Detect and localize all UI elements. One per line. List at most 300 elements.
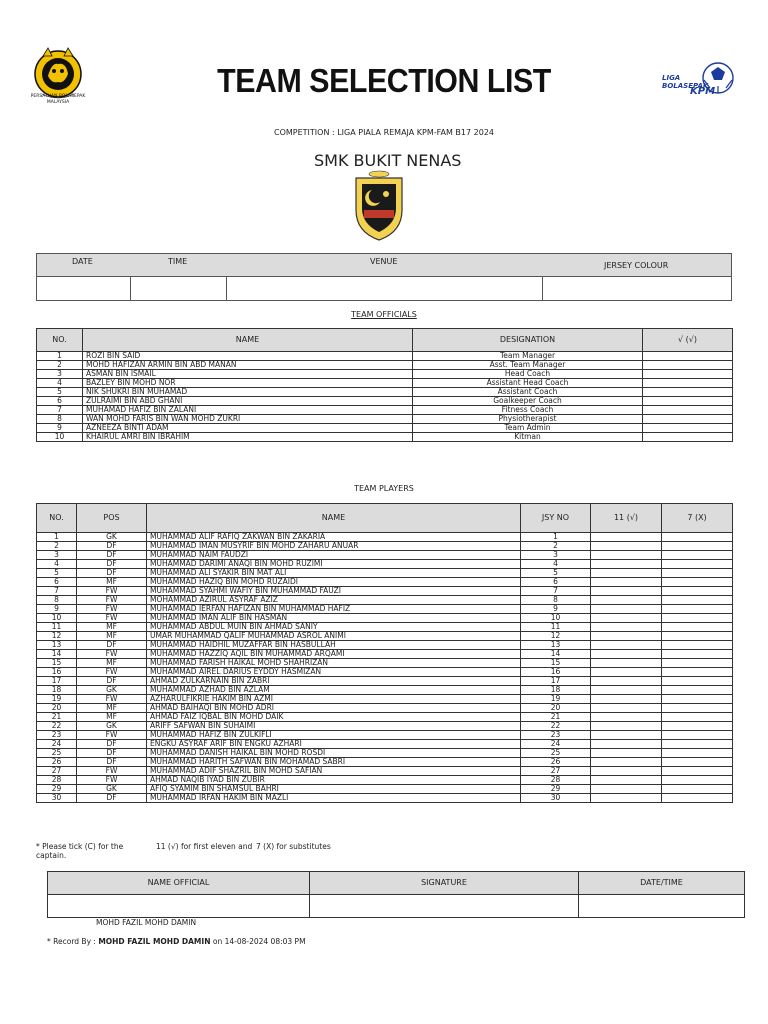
player-first-eleven-cell[interactable]: [591, 614, 662, 623]
player-pos: FW: [77, 776, 147, 785]
player-no: 4: [37, 560, 77, 569]
player-jersey-no: 2: [521, 542, 591, 551]
player-jersey-no: 10: [521, 614, 591, 623]
player-first-eleven-cell[interactable]: [591, 776, 662, 785]
player-name: AHMAD NAQIB IYAD BIN ZUBIR: [147, 776, 521, 785]
player-no: 11: [37, 623, 77, 632]
official-name: MOHD FAZIL MOHD DAMIN: [96, 918, 197, 927]
players-header-row: [37, 504, 733, 533]
players-section-title: TEAM PLAYERS: [354, 484, 414, 493]
player-jersey-no: 1: [521, 533, 591, 542]
official-designation: Goalkeeper Coach: [413, 397, 643, 406]
player-no: 1: [37, 533, 77, 542]
player-row: [37, 650, 733, 659]
player-first-eleven-cell[interactable]: [591, 695, 662, 704]
player-jersey-no: 8: [521, 596, 591, 605]
player-substitute-cell[interactable]: [662, 767, 733, 776]
player-substitute-cell[interactable]: [662, 614, 733, 623]
officials-table: [36, 328, 733, 442]
player-first-eleven-cell[interactable]: [591, 542, 662, 551]
player-pos: GK: [77, 533, 147, 542]
players-col-first-eleven: 11 (√): [591, 504, 662, 533]
player-row: [37, 731, 733, 740]
player-no: 2: [37, 542, 77, 551]
players-table: [36, 503, 733, 803]
player-jersey-no: 18: [521, 686, 591, 695]
player-jersey-no: 15: [521, 659, 591, 668]
player-jersey-no: 6: [521, 578, 591, 587]
official-no: 7: [37, 406, 83, 415]
fam-logo-caption: PERSATUAN BOLASEPAK MALAYSIA: [30, 94, 86, 105]
player-substitute-cell[interactable]: [662, 641, 733, 650]
player-name: MUHAMMAD ALI SYAKIR BIN MAT ALI: [147, 569, 521, 578]
player-row: [37, 578, 733, 587]
player-row: [37, 551, 733, 560]
player-row: [37, 533, 733, 542]
player-no: 26: [37, 758, 77, 767]
player-no: 28: [37, 776, 77, 785]
player-pos: DF: [77, 569, 147, 578]
player-first-eleven-cell[interactable]: [591, 704, 662, 713]
officials-col-designation: DESIGNATION: [413, 329, 643, 352]
player-pos: FW: [77, 650, 147, 659]
player-pos: DF: [77, 560, 147, 569]
official-name: NIK SHUKRI BIN MUHAMAD: [83, 388, 413, 397]
player-name: UMAR MUHAMMAD QALIF MUHAMMAD ASROL ANIMI: [147, 632, 521, 641]
player-substitute-cell[interactable]: [662, 722, 733, 731]
official-name: ASMAN BIN ISMAIL: [83, 370, 413, 379]
player-name: AHMAD ZULKARNAIN BIN ZABRI: [147, 677, 521, 686]
player-name: MUHAMMAD IMAN ALIF BIN HASMAN: [147, 614, 521, 623]
player-no: 5: [37, 569, 77, 578]
player-no: 13: [37, 641, 77, 650]
player-substitute-cell[interactable]: [662, 596, 733, 605]
official-name: ZULRAIMI BIN ABD GHANI: [83, 397, 413, 406]
footnote-captain: * Please tick (C) for the captain.: [36, 842, 124, 860]
player-no: 19: [37, 695, 77, 704]
player-name: MUHAMMAD HAFIZ BIN ZULKIFLI: [147, 731, 521, 740]
official-tick-cell[interactable]: [643, 370, 733, 379]
match-info-values: [36, 277, 732, 301]
player-substitute-cell[interactable]: [662, 542, 733, 551]
player-first-eleven-cell[interactable]: [591, 578, 662, 587]
player-row: [37, 767, 733, 776]
player-first-eleven-cell[interactable]: [591, 686, 662, 695]
official-tick-cell[interactable]: [643, 397, 733, 406]
player-pos: MF: [77, 623, 147, 632]
official-name: KHAIRUL AMRI BIN IBRAHIM: [83, 433, 413, 442]
player-substitute-cell[interactable]: [662, 551, 733, 560]
player-first-eleven-cell[interactable]: [591, 587, 662, 596]
record-name: MOHD FAZIL MOHD DAMIN: [98, 937, 211, 946]
player-jersey-no: 27: [521, 767, 591, 776]
player-jersey-no: 16: [521, 668, 591, 677]
official-designation: Asst. Team Manager: [413, 361, 643, 370]
player-pos: DF: [77, 740, 147, 749]
player-first-eleven-cell[interactable]: [591, 605, 662, 614]
player-no: 7: [37, 587, 77, 596]
player-substitute-cell[interactable]: [662, 785, 733, 794]
player-no: 18: [37, 686, 77, 695]
player-substitute-cell[interactable]: [662, 578, 733, 587]
player-no: 8: [37, 596, 77, 605]
school-crest: [350, 170, 408, 242]
official-tick-cell[interactable]: [643, 415, 733, 424]
player-name: MUHAMMAD IRFAN HAKIM BIN MAZLI: [147, 794, 521, 803]
player-substitute-cell[interactable]: [662, 533, 733, 542]
signoff-table: [47, 871, 745, 918]
player-first-eleven-cell[interactable]: [591, 551, 662, 560]
player-row: [37, 605, 733, 614]
kpm-logo-bottom: KPM: [690, 86, 716, 97]
player-substitute-cell[interactable]: [662, 695, 733, 704]
officials-row: [37, 397, 733, 406]
official-tick-cell[interactable]: [643, 433, 733, 442]
official-tick-cell[interactable]: [643, 406, 733, 415]
player-pos: FW: [77, 587, 147, 596]
player-pos: FW: [77, 596, 147, 605]
player-pos: MF: [77, 713, 147, 722]
player-row: [37, 749, 733, 758]
player-jersey-no: 5: [521, 569, 591, 578]
officials-row: [37, 379, 733, 388]
player-pos: GK: [77, 785, 147, 794]
official-no: 10: [37, 433, 83, 442]
player-first-eleven-cell[interactable]: [591, 569, 662, 578]
player-row: [37, 695, 733, 704]
player-row: [37, 569, 733, 578]
player-jersey-no: 14: [521, 650, 591, 659]
player-jersey-no: 9: [521, 605, 591, 614]
player-row: [37, 668, 733, 677]
officials-row: [37, 370, 733, 379]
official-tick-cell[interactable]: [643, 424, 733, 433]
footnote-substitutes: 7 (X) for substitutes: [256, 842, 331, 851]
player-jersey-no: 20: [521, 704, 591, 713]
official-designation: Team Manager: [413, 352, 643, 361]
player-substitute-cell[interactable]: [662, 569, 733, 578]
players-col-substitute: 7 (X): [662, 504, 733, 533]
player-first-eleven-cell[interactable]: [591, 560, 662, 569]
player-name: MUHAMMAD SYAHMI WAFIY BIN MUHAMMAD FAUZI: [147, 587, 521, 596]
record-prefix: * Record By :: [47, 937, 99, 946]
officials-row: [37, 388, 733, 397]
player-first-eleven-cell[interactable]: [591, 650, 662, 659]
team-name: SMK BUKIT NENAS: [314, 151, 462, 170]
player-no: 21: [37, 713, 77, 722]
player-pos: GK: [77, 722, 147, 731]
player-no: 17: [37, 677, 77, 686]
player-jersey-no: 12: [521, 632, 591, 641]
officials-row: [37, 433, 733, 442]
player-no: 15: [37, 659, 77, 668]
kpm-logo-top: LIGA BOLASEPAK: [662, 74, 709, 90]
player-no: 24: [37, 740, 77, 749]
player-pos: DF: [77, 551, 147, 560]
player-first-eleven-cell[interactable]: [591, 740, 662, 749]
player-first-eleven-cell[interactable]: [591, 713, 662, 722]
players-col-name: NAME: [147, 504, 521, 533]
official-no: 8: [37, 415, 83, 424]
official-no: 1: [37, 352, 83, 361]
players-col-jersey: JSY NO: [521, 504, 591, 533]
player-jersey-no: 7: [521, 587, 591, 596]
officials-row: [37, 361, 733, 370]
player-name: MUHAMMAD HARITH SAFWAN BIN MOHAMAD SABRI: [147, 758, 521, 767]
player-substitute-cell[interactable]: [662, 749, 733, 758]
player-substitute-cell[interactable]: [662, 650, 733, 659]
footnote-first-eleven: 11 (√) for first eleven and: [156, 842, 253, 851]
player-pos: FW: [77, 695, 147, 704]
player-jersey-no: 28: [521, 776, 591, 785]
player-substitute-cell[interactable]: [662, 740, 733, 749]
player-row: [37, 632, 733, 641]
official-name: WAN MOHD FARIS BIN WAN MOHD ZUKRI: [83, 415, 413, 424]
player-name: AFIQ SYAMIM BIN SHAMSUL BAHRI: [147, 785, 521, 794]
player-jersey-no: 17: [521, 677, 591, 686]
official-name: MUHAMAD HAFIZ BIN ZALANI: [83, 406, 413, 415]
players-col-pos: POS: [77, 504, 147, 533]
player-first-eleven-cell[interactable]: [591, 794, 662, 803]
player-pos: DF: [77, 749, 147, 758]
player-substitute-cell[interactable]: [662, 686, 733, 695]
player-first-eleven-cell[interactable]: [591, 677, 662, 686]
player-jersey-no: 22: [521, 722, 591, 731]
player-row: [37, 722, 733, 731]
officials-row: [37, 406, 733, 415]
player-substitute-cell[interactable]: [662, 776, 733, 785]
officials-col-no: NO.: [37, 329, 83, 352]
player-no: 3: [37, 551, 77, 560]
official-no: 3: [37, 370, 83, 379]
players-col-no: NO.: [37, 504, 77, 533]
player-substitute-cell[interactable]: [662, 704, 733, 713]
venue-field[interactable]: [226, 277, 543, 300]
player-jersey-no: 4: [521, 560, 591, 569]
player-pos: MF: [77, 659, 147, 668]
player-name: MUHAMMAD AIREL DARIUS EYDDY HASMIZAN: [147, 668, 521, 677]
player-jersey-no: 30: [521, 794, 591, 803]
player-row: [37, 542, 733, 551]
player-row: [37, 785, 733, 794]
time-label: TIME: [168, 257, 188, 266]
player-jersey-no: 13: [521, 641, 591, 650]
player-substitute-cell[interactable]: [662, 731, 733, 740]
player-row: [37, 560, 733, 569]
player-row: [37, 776, 733, 785]
official-designation: Team Admin: [413, 424, 643, 433]
official-no: 9: [37, 424, 83, 433]
player-pos: GK: [77, 686, 147, 695]
player-first-eleven-cell[interactable]: [591, 659, 662, 668]
official-tick-cell[interactable]: [643, 352, 733, 361]
officials-row: [37, 352, 733, 361]
player-no: 20: [37, 704, 77, 713]
signoff-col-signature: SIGNATURE: [310, 872, 579, 895]
player-first-eleven-cell[interactable]: [591, 731, 662, 740]
official-name: BAZLEY BIN MOHD NOR: [83, 379, 413, 388]
player-substitute-cell[interactable]: [662, 794, 733, 803]
player-substitute-cell[interactable]: [662, 560, 733, 569]
player-no: 27: [37, 767, 77, 776]
player-name: MOHAMMAD AZIRUL ASYRAF AZIZ: [147, 596, 521, 605]
player-no: 25: [37, 749, 77, 758]
player-substitute-cell[interactable]: [662, 587, 733, 596]
player-name: MUHAMMAD DARIMI ANAQI BIN MOHD RUZIMI: [147, 560, 521, 569]
player-name: MUHAMMAD ABDUL MUIN BIN AHMAD SANIY: [147, 623, 521, 632]
player-row: [37, 704, 733, 713]
player-no: 22: [37, 722, 77, 731]
player-name: MUHAMMAD HAIDHIL MUZAFFAR BIN HASBULLAH: [147, 641, 521, 650]
player-row: [37, 641, 733, 650]
player-row: [37, 740, 733, 749]
player-row: [37, 596, 733, 605]
player-first-eleven-cell[interactable]: [591, 641, 662, 650]
player-no: 23: [37, 731, 77, 740]
player-pos: DF: [77, 542, 147, 551]
jersey-colour-field[interactable]: [542, 277, 732, 300]
player-row: [37, 686, 733, 695]
page-title: TEAM SELECTION LIST: [217, 62, 551, 99]
player-row: [37, 614, 733, 623]
officials-row: [37, 424, 733, 433]
player-substitute-cell[interactable]: [662, 659, 733, 668]
official-no: 5: [37, 388, 83, 397]
player-no: 10: [37, 614, 77, 623]
player-no: 30: [37, 794, 77, 803]
official-designation: Head Coach: [413, 370, 643, 379]
player-name: MUHAMMAD ALIF RAFIQ ZAKWAN BIN ZAKARIA: [147, 533, 521, 542]
player-name: ENGKU ASYRAF ARIF BIN ENGKU AZHARI: [147, 740, 521, 749]
signoff-name-field[interactable]: [48, 895, 310, 918]
player-first-eleven-cell[interactable]: [591, 785, 662, 794]
player-pos: DF: [77, 677, 147, 686]
player-substitute-cell[interactable]: [662, 605, 733, 614]
player-name: MUHAMMAD NAIM FAUDZI: [147, 551, 521, 560]
player-first-eleven-cell[interactable]: [591, 632, 662, 641]
player-jersey-no: 21: [521, 713, 591, 722]
player-name: MUHAMMAD ADIF SHAZRIL BIN MOHD SAFIAN: [147, 767, 521, 776]
player-pos: MF: [77, 632, 147, 641]
player-jersey-no: 24: [521, 740, 591, 749]
player-first-eleven-cell[interactable]: [591, 533, 662, 542]
player-first-eleven-cell[interactable]: [591, 767, 662, 776]
officials-col-name: NAME: [83, 329, 413, 352]
official-tick-cell[interactable]: [643, 388, 733, 397]
player-name: MUHAMMAD HAZIQ BIN MOHD RUZAIDI: [147, 578, 521, 587]
player-name: AZHARULFIKRIE HAKIM BIN AZMI: [147, 695, 521, 704]
player-name: MUHAMMAD IMAN MUSYRIF BIN MOHD ZAHARU ANUAR: [147, 542, 521, 551]
player-name: MUHAMMAD HAZZIQ AQIL BIN MUHAMMAD ARQAMI: [147, 650, 521, 659]
player-substitute-cell[interactable]: [662, 632, 733, 641]
player-pos: DF: [77, 641, 147, 650]
player-no: 14: [37, 650, 77, 659]
player-first-eleven-cell[interactable]: [591, 596, 662, 605]
official-designation: Physiotherapist: [413, 415, 643, 424]
player-name: MUHAMMAD AZHAD BIN AZLAM: [147, 686, 521, 695]
official-no: 4: [37, 379, 83, 388]
player-first-eleven-cell[interactable]: [591, 668, 662, 677]
signoff-col-name: NAME OFFICIAL: [48, 872, 310, 895]
player-name: MUHAMMAD DANISH HAIKAL BIN MOHD ROSDI: [147, 749, 521, 758]
official-name: MOHD HAFIZAN ARMIN BIN ABD MANAN: [83, 361, 413, 370]
player-jersey-no: 3: [521, 551, 591, 560]
signoff-signature-field[interactable]: [310, 895, 579, 918]
signoff-header-row: [48, 872, 745, 895]
player-jersey-no: 25: [521, 749, 591, 758]
date-label: DATE: [72, 257, 93, 266]
player-row: [37, 623, 733, 632]
official-name: ROZI BIN SAID: [83, 352, 413, 361]
jersey-colour-label: JERSEY COLOUR: [604, 261, 669, 270]
player-row: [37, 677, 733, 686]
player-pos: FW: [77, 614, 147, 623]
player-name: AHMAD FAIZ IQBAL BIN MOHD DAIK: [147, 713, 521, 722]
player-row: [37, 794, 733, 803]
player-substitute-cell[interactable]: [662, 677, 733, 686]
player-substitute-cell[interactable]: [662, 668, 733, 677]
player-substitute-cell[interactable]: [662, 758, 733, 767]
player-first-eleven-cell[interactable]: [591, 749, 662, 758]
official-tick-cell[interactable]: [643, 379, 733, 388]
player-pos: FW: [77, 668, 147, 677]
player-no: 6: [37, 578, 77, 587]
record-line: [47, 937, 306, 946]
player-no: 16: [37, 668, 77, 677]
official-tick-cell[interactable]: [643, 361, 733, 370]
player-row: [37, 587, 733, 596]
venue-label: VENUE: [370, 257, 398, 266]
officials-section-title: TEAM OFFICIALS: [351, 310, 417, 319]
player-pos: DF: [77, 794, 147, 803]
competition-label: COMPETITION : LIGA PIALA REMAJA KPM-FAM B17 2024: [274, 128, 494, 137]
player-name: ARIFF SAFWAN BIN SUHAIMI: [147, 722, 521, 731]
official-designation: Assistant Coach: [413, 388, 643, 397]
player-no: 29: [37, 785, 77, 794]
date-field[interactable]: [37, 277, 131, 300]
official-name: AZNEEZA BINTI ADAM: [83, 424, 413, 433]
officials-col-tick: √ (√): [643, 329, 733, 352]
time-field[interactable]: [130, 277, 227, 300]
player-no: 12: [37, 632, 77, 641]
player-jersey-no: 23: [521, 731, 591, 740]
player-first-eleven-cell[interactable]: [591, 722, 662, 731]
player-first-eleven-cell[interactable]: [591, 623, 662, 632]
official-no: 6: [37, 397, 83, 406]
player-substitute-cell[interactable]: [662, 713, 733, 722]
player-jersey-no: 29: [521, 785, 591, 794]
signoff-row: [48, 895, 745, 918]
official-designation: Assistant Head Coach: [413, 379, 643, 388]
official-no: 2: [37, 361, 83, 370]
player-row: [37, 713, 733, 722]
player-row: [37, 758, 733, 767]
player-pos: DF: [77, 758, 147, 767]
player-pos: FW: [77, 731, 147, 740]
player-no: 9: [37, 605, 77, 614]
official-designation: Fitness Coach: [413, 406, 643, 415]
player-first-eleven-cell[interactable]: [591, 758, 662, 767]
player-jersey-no: 19: [521, 695, 591, 704]
record-suffix: on 14-08-2024 08:03 PM: [210, 937, 306, 946]
player-pos: MF: [77, 704, 147, 713]
officials-header-row: [37, 329, 733, 352]
player-substitute-cell[interactable]: [662, 623, 733, 632]
player-pos: FW: [77, 605, 147, 614]
player-pos: MF: [77, 578, 147, 587]
player-jersey-no: 26: [521, 758, 591, 767]
signoff-datetime-field[interactable]: [579, 895, 745, 918]
